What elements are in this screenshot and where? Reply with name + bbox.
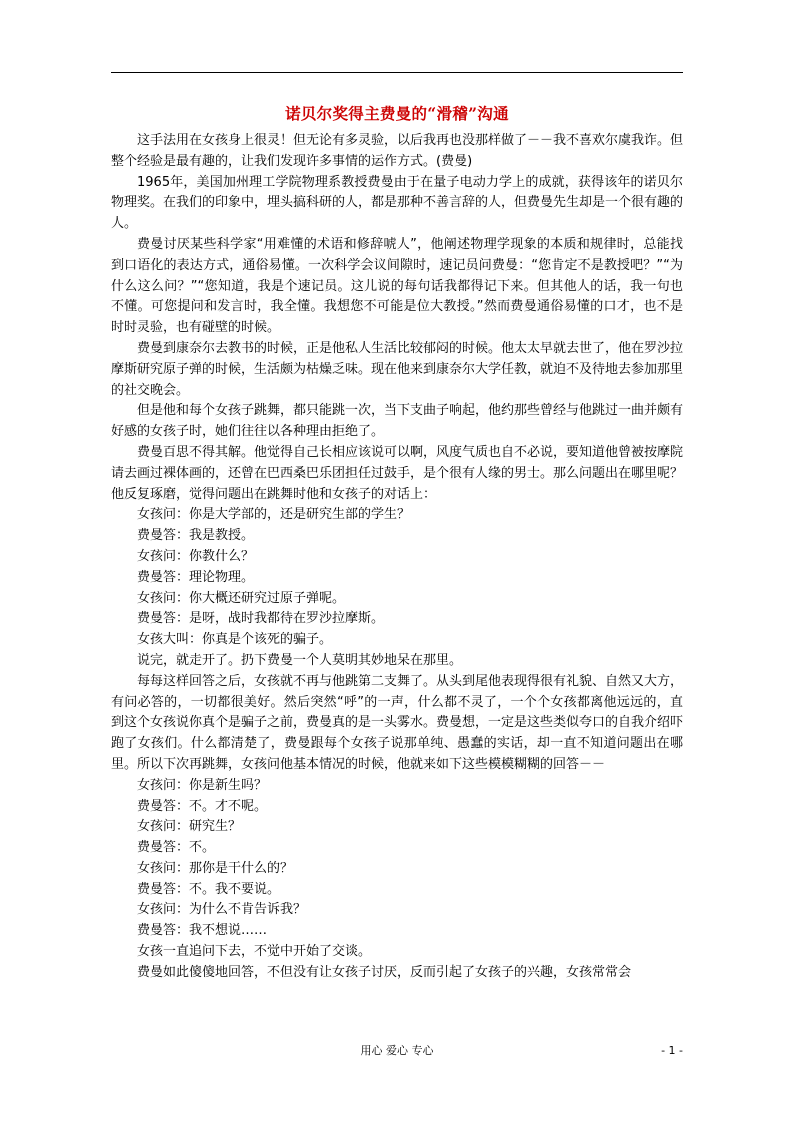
footer-motto: 用心 爱心 专心 (360, 1044, 434, 1057)
paragraph: 费曼答：是呀，战时我都待在罗沙拉摩斯。 (137, 611, 385, 627)
paragraph: 女孩问：研究生？ (137, 819, 242, 835)
page-number: - 1 - (661, 1044, 683, 1057)
paragraph: 费曼答：我是教授。 (137, 528, 255, 544)
paragraph: 每每这样回答之后，女孩就不再与他跳第二支舞了。从头到尾他表现得很有礼貌、自然又大方，有问必答的，一切都很美好。然后突然“呼”的一声，什么都不灵了，一个个女孩都离他远远的，直到这个女孩说你真个是骗子之前，费曼真的是一头雾水。费曼想，一定是这些类似夸口的自我介绍吓跑了女孩们。什么都清楚了，费曼跟每个女孩子说那单纯、愚蠢的实话，却一直不知道问题出在哪里。所以下次再跳舞，女孩问他基本情况的时候，他就来如下这些模模糊糊的回答－－ (111, 673, 684, 772)
paragraph: 费曼到康奈尔去教书的时候，正是他私人生活比较郁闷的时候。他太太早就去世了，他在罗沙拉摩斯研究原子弹的时候，生活颇为枯燥乏味。现在他来到康奈尔大学任教，就迫不及待地去参加那里的社交晚会。 (111, 340, 684, 398)
paragraph: 费曼讨厌某些科学家“用难懂的术语和修辞唬人”，他阐述物理学现象的本质和规律时，总能找到口语化的表达方式，通俗易懂。一次科学会议间隙时，速记员问费曼：“您肯定不是教授吧？”“为什么这么问？”“您知道，我是个速记员。这儿说的每句话我都得记下来。但其他人的话，我一句也不懂。可您提问和发言时，我全懂。我想您不可能是位大教授。”然而费曼通俗易懂的口才，也不是时时灵验，也有碰壁的时候。 (111, 236, 683, 336)
paragraph: 女孩一直追问下去，不觉中开始了交谈。 (137, 944, 372, 960)
paragraph: 费曼答：不。 (137, 840, 216, 856)
paragraph: 费曼答：我不想说…… (137, 923, 268, 939)
paragraph: 费曼如此傻傻地回答，不但没有让女孩子讨厌，反而引起了女孩子的兴趣，女孩常常会 (137, 964, 632, 980)
paragraph: 1965年，美国加州理工学院物理系教授费曼由于在量子电动力学上的成就，获得该年的诺贝尔物理奖。在我们的印象中，埋头搞科研的人，都是那种不善言辞的人，但费曼先生却是一个很有趣的人。 (111, 174, 684, 232)
paragraph: 女孩问：你是大学部的，还是研究生部的学生？ (137, 507, 411, 523)
header-rule (111, 72, 683, 73)
article-body (111, 131, 683, 984)
paragraph: 女孩问：你教什么？ (137, 548, 255, 564)
paragraph: 女孩问：你是新生吗？ (137, 777, 268, 793)
article-title: 诺贝尔奖得主费曼的“滑稽”沟通 (285, 104, 509, 123)
paragraph: 费曼百思不得其解。他觉得自己长相应该说可以啊，风度气质也自不必说，要知道他曾被按摩院请去画过裸体画的，还曾在巴西桑巴乐团担任过鼓手，是个很有人缘的男士。那么问题出在哪里呢？他反复琢磨，觉得问题出在跳舞时他和女孩子的对话上： (111, 444, 684, 502)
paragraph: 女孩问：为什么不肯告诉我？ (137, 902, 307, 918)
paragraph: 这手法用在女孩身上很灵！但无论有多灵验，以后我再也没那样做了－－我不喜欢尔虞我诈。但整个经验是最有趣的，让我们发现许多事情的运作方式。(费曼) (111, 133, 684, 169)
paragraph: 费曼答：不。我不要说。 (137, 881, 281, 897)
paragraph: 费曼答：理论物理。 (137, 569, 255, 585)
paragraph: 女孩问：那你是干什么的？ (137, 860, 294, 876)
paragraph: 但是他和每个女孩子跳舞，都只能跳一次，当下支曲子响起，他约那些曾经与他跳过一曲并颇有好感的女孩子时，她们往往以各种理由拒绝了。 (111, 403, 684, 440)
paragraph: 说完，就走开了。扔下费曼一个人莫明其妙地呆在那里。 (137, 652, 463, 668)
paragraph: 女孩问：你大概还研究过原子弹呢。 (137, 590, 346, 606)
paragraph: 费曼答：不。才不呢。 (137, 798, 268, 814)
paragraph: 女孩大叫：你真是个该死的骗子。 (137, 632, 333, 648)
